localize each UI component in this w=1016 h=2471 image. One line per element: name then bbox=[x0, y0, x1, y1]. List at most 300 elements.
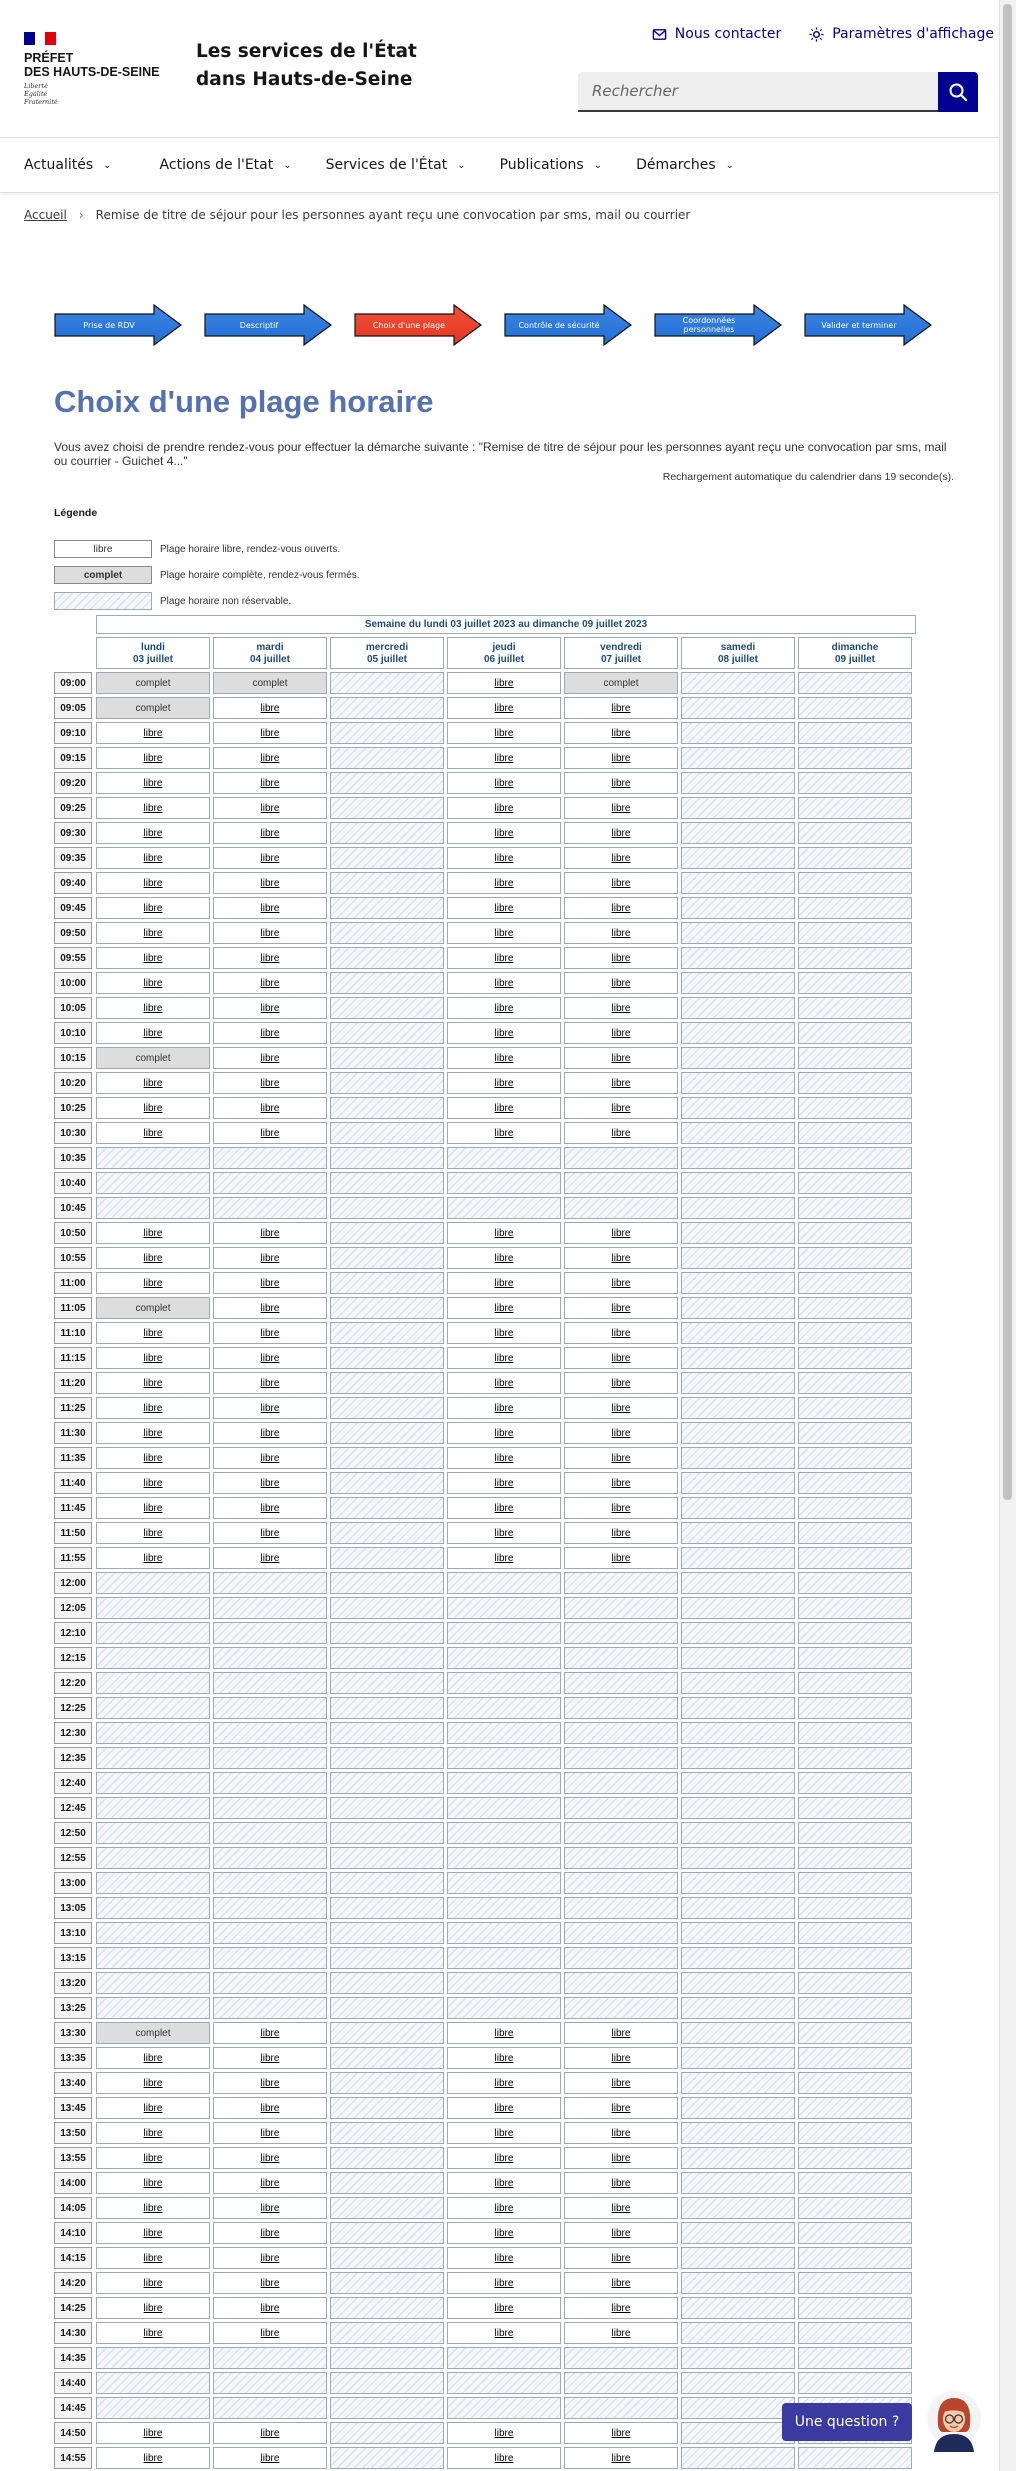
slot-label[interactable]: libre bbox=[611, 2452, 631, 2464]
prefecture-logo[interactable] bbox=[24, 32, 164, 106]
slot-libre[interactable] bbox=[96, 1397, 210, 1419]
slot-label[interactable]: libre bbox=[260, 2127, 280, 2139]
slot-libre[interactable] bbox=[96, 2272, 210, 2294]
slot-libre[interactable] bbox=[564, 1447, 678, 1469]
slot-libre[interactable] bbox=[213, 2172, 327, 2194]
slot-label[interactable]: libre bbox=[260, 2427, 280, 2439]
slot-label[interactable]: libre bbox=[611, 1077, 631, 1089]
slot-label[interactable]: libre bbox=[494, 1377, 514, 1389]
slot-libre[interactable] bbox=[96, 1072, 210, 1094]
slot-label[interactable]: libre bbox=[494, 852, 514, 864]
slot-libre[interactable] bbox=[447, 1022, 561, 1044]
slot-libre[interactable] bbox=[96, 772, 210, 794]
slot-label[interactable]: libre bbox=[260, 752, 280, 764]
slot-label[interactable]: libre bbox=[494, 952, 514, 964]
slot-libre[interactable] bbox=[96, 1522, 210, 1544]
slot-libre[interactable] bbox=[447, 1097, 561, 1119]
slot-libre[interactable] bbox=[447, 897, 561, 919]
slot-libre[interactable] bbox=[447, 797, 561, 819]
slot-label[interactable]: libre bbox=[494, 777, 514, 789]
slot-libre[interactable] bbox=[447, 997, 561, 1019]
slot-libre[interactable] bbox=[447, 2422, 561, 2444]
slot-label[interactable]: libre bbox=[260, 1102, 280, 1114]
slot-libre[interactable] bbox=[564, 822, 678, 844]
slot-libre[interactable] bbox=[564, 747, 678, 769]
slot-label[interactable]: libre bbox=[260, 1077, 280, 1089]
slot-label[interactable]: libre bbox=[611, 1302, 631, 1314]
slot-libre[interactable] bbox=[213, 2447, 327, 2469]
contact-link[interactable] bbox=[652, 26, 781, 42]
slot-libre[interactable] bbox=[447, 847, 561, 869]
slot-libre[interactable] bbox=[96, 2297, 210, 2319]
slot-label[interactable]: libre bbox=[143, 902, 163, 914]
slot-label[interactable]: libre bbox=[260, 827, 280, 839]
slot-label[interactable]: libre bbox=[260, 2302, 280, 2314]
slot-label[interactable]: libre bbox=[260, 2452, 280, 2464]
slot-libre[interactable] bbox=[213, 2272, 327, 2294]
slot-label[interactable]: libre bbox=[143, 1377, 163, 1389]
slot-label[interactable]: libre bbox=[494, 2152, 514, 2164]
slot-libre[interactable] bbox=[564, 1097, 678, 1119]
slot-label[interactable]: libre bbox=[143, 927, 163, 939]
slot-label[interactable]: libre bbox=[143, 752, 163, 764]
slot-libre[interactable] bbox=[564, 847, 678, 869]
slot-libre[interactable] bbox=[564, 1297, 678, 1319]
slot-libre[interactable] bbox=[96, 872, 210, 894]
slot-libre[interactable] bbox=[213, 1447, 327, 1469]
slot-label[interactable]: libre bbox=[611, 1427, 631, 1439]
slot-libre[interactable] bbox=[96, 1547, 210, 1569]
slot-label[interactable]: libre bbox=[143, 1452, 163, 1464]
slot-libre[interactable] bbox=[213, 1122, 327, 1144]
slot-libre[interactable] bbox=[564, 1022, 678, 1044]
site-title[interactable]: Les services de l'État dans Hauts-de-Seine bbox=[196, 41, 417, 90]
slot-label[interactable]: libre bbox=[143, 2177, 163, 2189]
slot-libre[interactable] bbox=[447, 1372, 561, 1394]
slot-libre[interactable] bbox=[564, 2172, 678, 2194]
slot-libre[interactable] bbox=[447, 2047, 561, 2069]
slot-libre[interactable] bbox=[213, 1272, 327, 1294]
slot-libre[interactable] bbox=[213, 1247, 327, 1269]
slot-libre[interactable] bbox=[447, 2197, 561, 2219]
slot-label[interactable]: libre bbox=[611, 752, 631, 764]
slot-libre[interactable] bbox=[447, 697, 561, 719]
slot-label[interactable]: libre bbox=[494, 1102, 514, 1114]
slot-label[interactable]: libre bbox=[494, 2227, 514, 2239]
slot-libre[interactable] bbox=[213, 872, 327, 894]
slot-libre[interactable] bbox=[96, 1272, 210, 1294]
slot-libre[interactable] bbox=[213, 897, 327, 919]
slot-libre[interactable] bbox=[96, 997, 210, 1019]
display-settings-link[interactable] bbox=[809, 26, 994, 42]
slot-libre[interactable] bbox=[213, 1497, 327, 1519]
slot-libre[interactable] bbox=[564, 1497, 678, 1519]
search-button[interactable] bbox=[938, 72, 978, 112]
slot-libre[interactable] bbox=[564, 2422, 678, 2444]
slot-label[interactable]: libre bbox=[260, 2102, 280, 2114]
slot-label[interactable]: libre bbox=[611, 777, 631, 789]
slot-label[interactable]: libre bbox=[143, 2077, 163, 2089]
slot-libre[interactable] bbox=[213, 747, 327, 769]
slot-libre[interactable] bbox=[447, 1122, 561, 1144]
slot-label[interactable]: libre bbox=[260, 927, 280, 939]
slot-libre[interactable] bbox=[96, 2172, 210, 2194]
slot-libre[interactable] bbox=[213, 947, 327, 969]
slot-label[interactable]: libre bbox=[494, 727, 514, 739]
slot-libre[interactable] bbox=[564, 2272, 678, 2294]
slot-libre[interactable] bbox=[564, 1047, 678, 1069]
slot-label[interactable]: libre bbox=[143, 1552, 163, 1564]
slot-label[interactable]: libre bbox=[611, 877, 631, 889]
slot-label[interactable]: libre bbox=[611, 977, 631, 989]
slot-label[interactable]: libre bbox=[611, 2277, 631, 2289]
slot-label[interactable]: libre bbox=[494, 1352, 514, 1364]
slot-libre[interactable] bbox=[447, 822, 561, 844]
slot-label[interactable]: libre bbox=[260, 1527, 280, 1539]
slot-libre[interactable] bbox=[447, 922, 561, 944]
search-input[interactable] bbox=[578, 72, 938, 112]
slot-libre[interactable] bbox=[213, 1297, 327, 1319]
slot-libre[interactable] bbox=[564, 2297, 678, 2319]
slot-label[interactable]: libre bbox=[611, 702, 631, 714]
slot-libre[interactable] bbox=[213, 772, 327, 794]
slot-label[interactable]: libre bbox=[260, 727, 280, 739]
slot-label[interactable]: libre bbox=[494, 1502, 514, 1514]
slot-label[interactable]: libre bbox=[611, 2252, 631, 2264]
slot-libre[interactable] bbox=[564, 2222, 678, 2244]
slot-label[interactable]: libre bbox=[611, 2177, 631, 2189]
slot-label[interactable]: libre bbox=[494, 1527, 514, 1539]
slot-libre[interactable] bbox=[213, 2247, 327, 2269]
slot-label[interactable]: libre bbox=[143, 1002, 163, 1014]
slot-libre[interactable] bbox=[96, 972, 210, 994]
slot-label[interactable]: libre bbox=[260, 1427, 280, 1439]
slot-libre[interactable] bbox=[564, 2322, 678, 2344]
slot-label[interactable]: libre bbox=[611, 1102, 631, 1114]
slot-libre[interactable] bbox=[96, 1222, 210, 1244]
slot-label[interactable]: libre bbox=[143, 1027, 163, 1039]
slot-label[interactable]: libre bbox=[494, 702, 514, 714]
slot-libre[interactable] bbox=[564, 1372, 678, 1394]
slot-label[interactable]: libre bbox=[494, 2252, 514, 2264]
slot-label[interactable]: libre bbox=[260, 2152, 280, 2164]
slot-label[interactable]: libre bbox=[494, 1402, 514, 1414]
nav-item-demarches[interactable] bbox=[636, 157, 758, 173]
slot-label[interactable]: libre bbox=[260, 2327, 280, 2339]
slot-libre[interactable] bbox=[213, 1322, 327, 1344]
slot-label[interactable]: libre bbox=[143, 827, 163, 839]
slot-libre[interactable] bbox=[447, 1397, 561, 1419]
slot-label[interactable]: libre bbox=[611, 802, 631, 814]
slot-libre[interactable] bbox=[564, 897, 678, 919]
slot-label[interactable]: libre bbox=[260, 2202, 280, 2214]
slot-libre[interactable] bbox=[447, 1472, 561, 1494]
slot-label[interactable]: libre bbox=[494, 1027, 514, 1039]
slot-libre[interactable] bbox=[213, 1347, 327, 1369]
slot-label[interactable]: libre bbox=[611, 1352, 631, 1364]
slot-libre[interactable] bbox=[564, 2022, 678, 2044]
slot-libre[interactable] bbox=[213, 2322, 327, 2344]
slot-label[interactable]: libre bbox=[494, 1252, 514, 1264]
slot-label[interactable]: libre bbox=[611, 1502, 631, 1514]
slot-label[interactable]: libre bbox=[260, 1352, 280, 1364]
slot-libre[interactable] bbox=[213, 2097, 327, 2119]
slot-label[interactable]: libre bbox=[260, 1402, 280, 1414]
slot-label[interactable]: libre bbox=[494, 752, 514, 764]
slot-libre[interactable] bbox=[447, 2022, 561, 2044]
slot-label[interactable]: libre bbox=[260, 2077, 280, 2089]
slot-label[interactable]: libre bbox=[143, 2452, 163, 2464]
slot-libre[interactable] bbox=[447, 1247, 561, 1269]
slot-label[interactable]: libre bbox=[494, 1477, 514, 1489]
slot-libre[interactable] bbox=[96, 1097, 210, 1119]
slot-libre[interactable] bbox=[213, 2297, 327, 2319]
slot-label[interactable]: libre bbox=[260, 1377, 280, 1389]
slot-libre[interactable] bbox=[96, 722, 210, 744]
slot-label[interactable]: libre bbox=[143, 1427, 163, 1439]
slot-label[interactable]: libre bbox=[143, 1252, 163, 1264]
slot-label[interactable]: libre bbox=[143, 1402, 163, 1414]
slot-label[interactable]: libre bbox=[494, 902, 514, 914]
slot-label[interactable]: libre bbox=[260, 952, 280, 964]
slot-libre[interactable] bbox=[213, 822, 327, 844]
slot-libre[interactable] bbox=[564, 1397, 678, 1419]
slot-libre[interactable] bbox=[564, 1272, 678, 1294]
slot-label[interactable]: libre bbox=[143, 2102, 163, 2114]
nav-item-actions-etat[interactable] bbox=[160, 157, 316, 173]
slot-libre[interactable] bbox=[564, 1522, 678, 1544]
slot-label[interactable]: libre bbox=[611, 1477, 631, 1489]
slot-label[interactable]: libre bbox=[494, 1077, 514, 1089]
slot-label[interactable]: libre bbox=[494, 977, 514, 989]
slot-label[interactable]: libre bbox=[611, 2427, 631, 2439]
slot-label[interactable]: libre bbox=[611, 902, 631, 914]
slot-libre[interactable] bbox=[96, 2247, 210, 2269]
slot-label[interactable]: libre bbox=[494, 2327, 514, 2339]
slot-libre[interactable] bbox=[447, 2147, 561, 2169]
slot-libre[interactable] bbox=[213, 1472, 327, 1494]
slot-label[interactable]: libre bbox=[494, 802, 514, 814]
slot-label[interactable]: libre bbox=[494, 1302, 514, 1314]
slot-label[interactable]: libre bbox=[143, 1352, 163, 1364]
slot-label[interactable]: libre bbox=[494, 2277, 514, 2289]
slot-label[interactable]: libre bbox=[611, 2202, 631, 2214]
slot-label[interactable]: libre bbox=[143, 952, 163, 964]
slot-libre[interactable] bbox=[96, 2447, 210, 2469]
slot-libre[interactable] bbox=[96, 2147, 210, 2169]
nav-item-services-etat[interactable] bbox=[326, 157, 490, 173]
slot-libre[interactable] bbox=[213, 2022, 327, 2044]
slot-label[interactable]: libre bbox=[260, 1477, 280, 1489]
slot-label[interactable]: libre bbox=[611, 2302, 631, 2314]
slot-libre[interactable] bbox=[564, 697, 678, 719]
slot-label[interactable]: libre bbox=[494, 1427, 514, 1439]
slot-libre[interactable] bbox=[447, 872, 561, 894]
slot-libre[interactable] bbox=[96, 1247, 210, 1269]
slot-libre[interactable] bbox=[564, 972, 678, 994]
slot-label[interactable]: libre bbox=[611, 927, 631, 939]
slot-libre[interactable] bbox=[213, 922, 327, 944]
slot-libre[interactable] bbox=[564, 2147, 678, 2169]
slot-label[interactable]: libre bbox=[611, 2227, 631, 2239]
slot-libre[interactable] bbox=[447, 2247, 561, 2269]
slot-libre[interactable] bbox=[96, 797, 210, 819]
slot-label[interactable]: libre bbox=[611, 1552, 631, 1564]
slot-label[interactable]: libre bbox=[260, 2227, 280, 2239]
slot-libre[interactable] bbox=[96, 922, 210, 944]
slot-label[interactable]: libre bbox=[611, 2152, 631, 2164]
page-scrollbar[interactable] bbox=[999, 0, 1016, 2471]
slot-libre[interactable] bbox=[447, 672, 561, 694]
slot-libre[interactable] bbox=[213, 1397, 327, 1419]
slot-libre[interactable] bbox=[96, 2072, 210, 2094]
slot-libre[interactable] bbox=[564, 922, 678, 944]
slot-label[interactable]: libre bbox=[143, 777, 163, 789]
slot-libre[interactable] bbox=[447, 772, 561, 794]
slot-label[interactable]: libre bbox=[611, 2052, 631, 2064]
slot-libre[interactable] bbox=[96, 947, 210, 969]
slot-label[interactable]: libre bbox=[611, 1027, 631, 1039]
slot-label[interactable]: libre bbox=[611, 1002, 631, 1014]
slot-label[interactable]: libre bbox=[143, 2302, 163, 2314]
slot-label[interactable]: libre bbox=[143, 1077, 163, 1089]
slot-label[interactable]: libre bbox=[143, 2227, 163, 2239]
slot-libre[interactable] bbox=[213, 797, 327, 819]
slot-label[interactable]: libre bbox=[143, 2277, 163, 2289]
slot-libre[interactable] bbox=[564, 797, 678, 819]
slot-libre[interactable] bbox=[447, 2097, 561, 2119]
slot-libre[interactable] bbox=[96, 1472, 210, 1494]
slot-label[interactable]: libre bbox=[611, 852, 631, 864]
slot-libre[interactable] bbox=[564, 1222, 678, 1244]
slot-libre[interactable] bbox=[213, 1422, 327, 1444]
chatbot-avatar-icon[interactable] bbox=[926, 2390, 982, 2452]
slot-label[interactable]: libre bbox=[143, 802, 163, 814]
slot-libre[interactable] bbox=[447, 747, 561, 769]
slot-libre[interactable] bbox=[96, 2322, 210, 2344]
slot-label[interactable]: libre bbox=[143, 2152, 163, 2164]
slot-label[interactable]: libre bbox=[260, 1227, 280, 1239]
slot-label[interactable]: libre bbox=[260, 1127, 280, 1139]
slot-libre[interactable] bbox=[447, 1047, 561, 1069]
slot-label[interactable]: libre bbox=[143, 1527, 163, 1539]
slot-label[interactable]: libre bbox=[611, 1527, 631, 1539]
slot-libre[interactable] bbox=[96, 1322, 210, 1344]
slot-label[interactable]: libre bbox=[143, 727, 163, 739]
slot-libre[interactable] bbox=[213, 697, 327, 719]
slot-libre[interactable] bbox=[96, 2122, 210, 2144]
slot-label[interactable]: libre bbox=[494, 927, 514, 939]
slot-libre[interactable] bbox=[213, 1097, 327, 1119]
slot-label[interactable]: libre bbox=[494, 677, 514, 689]
slot-libre[interactable] bbox=[96, 1347, 210, 1369]
slot-libre[interactable] bbox=[447, 722, 561, 744]
slot-libre[interactable] bbox=[447, 972, 561, 994]
slot-libre[interactable] bbox=[447, 2447, 561, 2469]
slot-label[interactable]: libre bbox=[611, 1052, 631, 1064]
slot-label[interactable]: libre bbox=[260, 977, 280, 989]
slot-label[interactable]: libre bbox=[611, 952, 631, 964]
slot-libre[interactable] bbox=[447, 1072, 561, 1094]
slot-libre[interactable] bbox=[213, 2072, 327, 2094]
slot-label[interactable]: libre bbox=[143, 1327, 163, 1339]
slot-label[interactable]: libre bbox=[611, 2027, 631, 2039]
slot-label[interactable]: libre bbox=[143, 877, 163, 889]
slot-libre[interactable] bbox=[213, 1522, 327, 1544]
nav-item-publications[interactable] bbox=[500, 157, 627, 173]
slot-label[interactable]: libre bbox=[494, 2027, 514, 2039]
slot-label[interactable]: libre bbox=[494, 1052, 514, 1064]
slot-libre[interactable] bbox=[564, 1547, 678, 1569]
slot-label[interactable]: libre bbox=[611, 2127, 631, 2139]
slot-libre[interactable] bbox=[96, 1022, 210, 1044]
slot-libre[interactable] bbox=[564, 2447, 678, 2469]
slot-label[interactable]: libre bbox=[260, 902, 280, 914]
slot-libre[interactable] bbox=[447, 2322, 561, 2344]
slot-label[interactable]: libre bbox=[260, 1327, 280, 1339]
slot-label[interactable]: libre bbox=[494, 1227, 514, 1239]
slot-label[interactable]: libre bbox=[494, 1452, 514, 1464]
slot-libre[interactable] bbox=[447, 2272, 561, 2294]
slot-libre[interactable] bbox=[447, 1322, 561, 1344]
slot-libre[interactable] bbox=[564, 1422, 678, 1444]
slot-libre[interactable] bbox=[213, 972, 327, 994]
slot-label[interactable]: libre bbox=[260, 1252, 280, 1264]
slot-label[interactable]: libre bbox=[260, 2027, 280, 2039]
slot-libre[interactable] bbox=[213, 1222, 327, 1244]
slot-libre[interactable] bbox=[447, 1497, 561, 1519]
slot-label[interactable]: libre bbox=[260, 702, 280, 714]
slot-libre[interactable] bbox=[96, 2097, 210, 2119]
slot-libre[interactable] bbox=[213, 2122, 327, 2144]
slot-libre[interactable] bbox=[564, 1472, 678, 1494]
slot-libre[interactable] bbox=[564, 872, 678, 894]
slot-libre[interactable] bbox=[213, 722, 327, 744]
slot-libre[interactable] bbox=[96, 2197, 210, 2219]
slot-label[interactable]: libre bbox=[143, 1502, 163, 1514]
slot-label[interactable]: libre bbox=[611, 2327, 631, 2339]
slot-label[interactable]: libre bbox=[260, 1002, 280, 1014]
slot-libre[interactable] bbox=[564, 2097, 678, 2119]
slot-libre[interactable] bbox=[447, 2222, 561, 2244]
slot-label[interactable]: libre bbox=[143, 2127, 163, 2139]
slot-label[interactable]: libre bbox=[143, 2202, 163, 2214]
slot-libre[interactable] bbox=[564, 947, 678, 969]
slot-label[interactable]: libre bbox=[494, 2077, 514, 2089]
slot-libre[interactable] bbox=[447, 1522, 561, 1544]
slot-label[interactable]: libre bbox=[260, 1052, 280, 1064]
slot-label[interactable]: libre bbox=[143, 2052, 163, 2064]
slot-label[interactable]: libre bbox=[260, 1027, 280, 1039]
slot-libre[interactable] bbox=[564, 2197, 678, 2219]
slot-libre[interactable] bbox=[447, 947, 561, 969]
slot-label[interactable]: libre bbox=[611, 1402, 631, 1414]
slot-label[interactable]: libre bbox=[143, 2327, 163, 2339]
slot-label[interactable]: libre bbox=[611, 1227, 631, 1239]
slot-libre[interactable] bbox=[96, 2222, 210, 2244]
slot-label[interactable]: libre bbox=[494, 1002, 514, 1014]
slot-libre[interactable] bbox=[564, 1072, 678, 1094]
slot-libre[interactable] bbox=[96, 747, 210, 769]
slot-label[interactable]: libre bbox=[143, 1477, 163, 1489]
slot-libre[interactable] bbox=[213, 2422, 327, 2444]
slot-libre[interactable] bbox=[447, 2297, 561, 2319]
slot-label[interactable]: libre bbox=[494, 2452, 514, 2464]
slot-label[interactable]: libre bbox=[611, 2102, 631, 2114]
slot-label[interactable]: libre bbox=[494, 2427, 514, 2439]
slot-libre[interactable] bbox=[564, 2122, 678, 2144]
slot-libre[interactable] bbox=[447, 1347, 561, 1369]
